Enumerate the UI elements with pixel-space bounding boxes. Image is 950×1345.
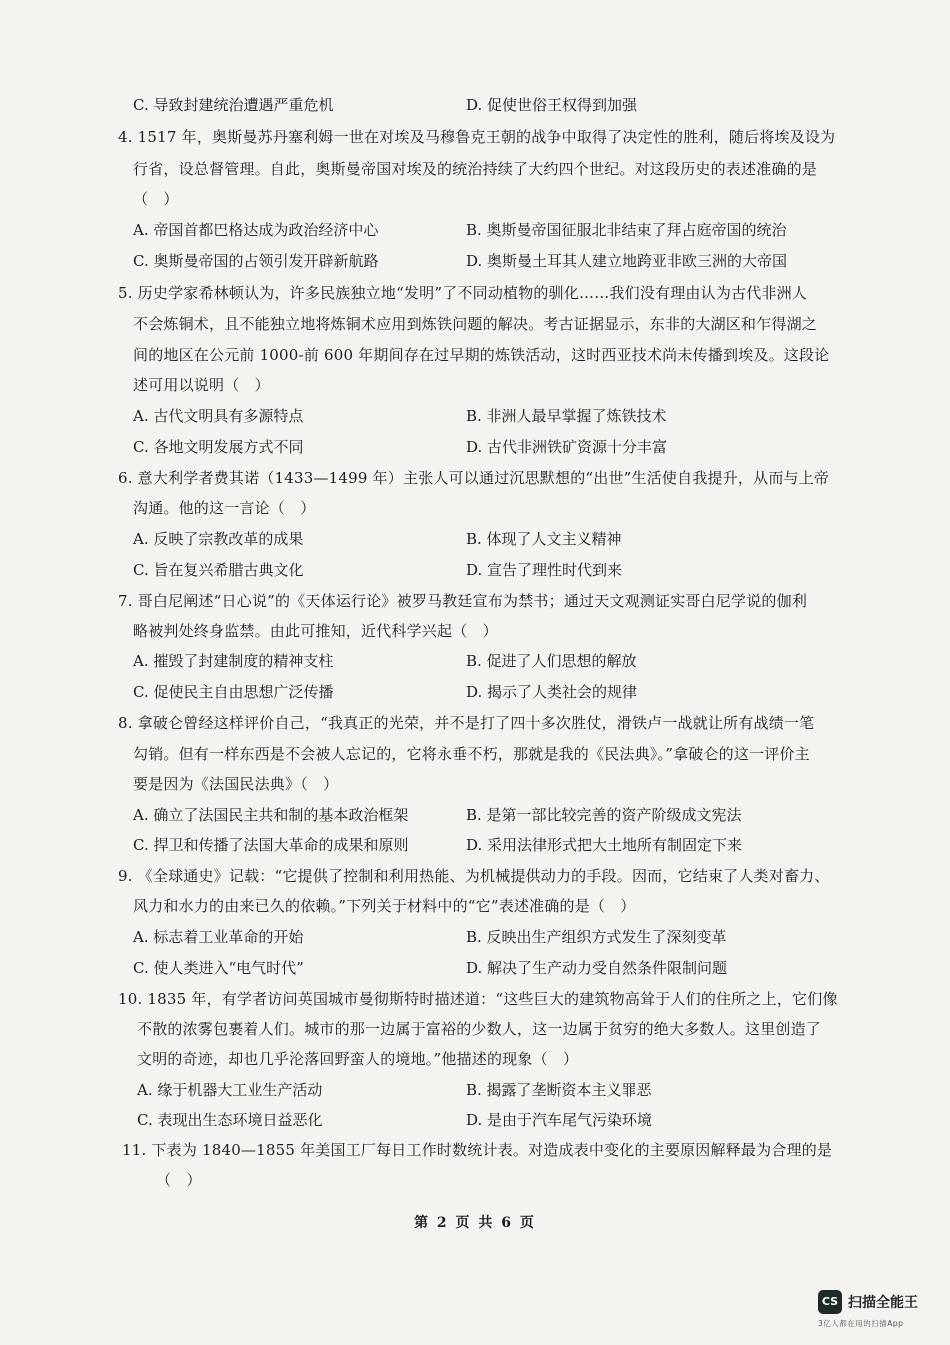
q6-option-a: A. 反映了宗教改革的成果 [133,530,304,548]
watermark-tagline: 3亿人都在用的扫描App [818,1319,904,1328]
q6-option-c: C. 旨在复兴希腊古典文化 [133,561,304,579]
q7-stem-line: 7. 哥白尼阐述“日心说”的《天体运行论》被罗马教廷宣布为禁书；通过天文观测证实哥白尼学说的伽利 [118,592,808,610]
q8-option-c: C. 捍卫和传播了法国大革命的成果和原则 [133,836,409,854]
q5-stem-line: 间的地区在公元前 1000-前 600 年期间存在过早期的炼铁活动，这时西亚技术尚未传播到埃及。这段论 [133,346,830,364]
q7-option-d: D. 揭示了人类社会的规律 [466,683,638,701]
q5-option-c: C. 各地文明发展方式不同 [133,438,304,456]
q7-option-b: B. 促进了人们思想的解放 [466,652,637,670]
q4-stem-line: 行省，设总督管理。自此，奥斯曼帝国对埃及的统治持续了大约四个世纪。对这段历史的表述准确的是 [133,160,818,178]
q8-stem-line: 勾销。但有一样东西是不会被人忘记的，它将永垂不朽，那就是我的《民法典》。”拿破仑的这一评价主 [133,745,810,763]
q5-stem-line: 5. 历史学家希林顿认为，许多民族独立地“发明”了不同动植物的驯化……我们没有理由认为古代非洲人 [118,284,808,302]
q7-option-a: A. 摧毁了封建制度的精神支柱 [133,652,334,670]
q10-option-d: D. 是由于汽车尾气污染环境 [466,1111,653,1129]
page-number: 第 2 页 共 6 页 [414,1215,536,1231]
q9-option-d: D. 解决了生产动力受自然条件限制问题 [466,959,728,977]
q5-stem-line: 不会炼铜术，且不能独立地将炼铜术应用到炼铁问题的解决。考古证据显示，东非的大湖区和乍得湖之 [133,315,818,333]
q7-option-c: C. 促使民主自由思想广泛传播 [133,683,334,701]
q4-option-d: D. 奥斯曼土耳其人建立地跨亚非欧三洲的大帝国 [466,252,788,270]
q3-option-d: D. 促使世俗王权得到加强 [466,96,638,114]
q10-option-b: B. 揭露了垄断资本主义罪恶 [466,1081,652,1099]
watermark-name: 扫描全能王 [848,1295,918,1311]
q8-option-d: D. 采用法律形式把大土地所有制固定下来 [466,836,743,854]
q6-stem-line: 沟通。他的这一言论（ ） [133,499,316,517]
q4-stem-line: （ ） [133,190,179,208]
q3-option-c: C. 导致封建统治遭遇严重危机 [133,96,334,114]
q9-stem-line: 风力和水力的由来已久的依赖。”下列关于材料中的“它”表述准确的是（ ） [133,897,636,915]
q9-option-a: A. 标志着工业革命的开始 [133,928,304,946]
q4-option-c: C. 奥斯曼帝国的占领引发开辟新航路 [133,252,379,270]
q4-stem-line: 4. 1517 年，奥斯曼苏丹塞利姆一世在对埃及马穆鲁克王朝的战争中取得了决定性的胜利，随后将埃及设为 [118,128,836,146]
q6-option-b: B. 体现了人文主义精神 [466,530,622,548]
q10-option-a: A. 缘于机器大工业生产活动 [137,1081,323,1099]
q4-option-a: A. 帝国首都巴格达成为政治经济中心 [133,221,379,239]
q9-option-b: B. 反映出生产组织方式发生了深刻变革 [466,928,727,946]
q11-stem-line: 11. 下表为 1840—1855 年美国工厂每日工作时数统计表。对造成表中变化的主要原因解释最为合理的是 [122,1141,833,1159]
q9-stem-line: 9. 《全球通史》记载：“它提供了控制和利用热能、为机械提供动力的手段。因而，它结束了人类对畜力、 [118,867,830,885]
q8-stem-line: 8. 拿破仑曾经这样评价自己，“我真正的光荣，并不是打了四十多次胜仗，滑铁卢一战就让所有战绩一笔 [118,714,815,732]
q8-option-b: B. 是第一部比较完善的资产阶级成文宪法 [466,806,742,824]
q10-stem-line: 10. 1835 年，有学者访问英国城市曼彻斯特时描述道：“这些巨大的建筑物高耸于人们的住所之上，它们像 [118,990,838,1008]
q10-option-c: C. 表现出生态环境日益恶化 [137,1111,323,1129]
q6-stem-line: 6. 意大利学者费其诺（1433—1499 年）主张人可以通过沉思默想的“出世”生活使自我提升，从而与上帝 [118,469,830,487]
q5-option-d: D. 古代非洲铁矿资源十分丰富 [466,438,668,456]
q5-option-a: A. 古代文明具有多源特点 [133,407,304,425]
q4-option-b: B. 奥斯曼帝国征服北非结束了拜占庭帝国的统治 [466,221,787,239]
q8-stem-line: 要是因为《法国民法典》（ ） [133,775,339,793]
q10-stem-line: 不散的浓雾包裹着人们。城市的那一边属于富裕的少数人，这一边属于贫穷的绝大多数人。这里创造了 [137,1020,822,1038]
q8-option-a: A. 确立了法国民主共和制的基本政治框架 [133,806,409,824]
q9-option-c: C. 使人类进入“电气时代” [133,959,304,977]
q5-stem-line: 述可用以说明（ ） [133,376,270,394]
q10-stem-line: 文明的奇迹，却也几乎沦落回野蛮人的境地。”他描述的现象（ ） [137,1050,579,1068]
q6-option-d: D. 宣告了理性时代到来 [466,561,623,579]
q7-stem-line: 略被判处终身监禁。由此可推知，近代科学兴起（ ） [133,622,498,640]
q11-stem-line: （ ） [156,1171,202,1189]
cs-logo-icon: CS [818,1290,842,1314]
scanner-watermark [818,1290,938,1330]
q5-option-b: B. 非洲人最早掌握了炼铁技术 [466,407,667,425]
